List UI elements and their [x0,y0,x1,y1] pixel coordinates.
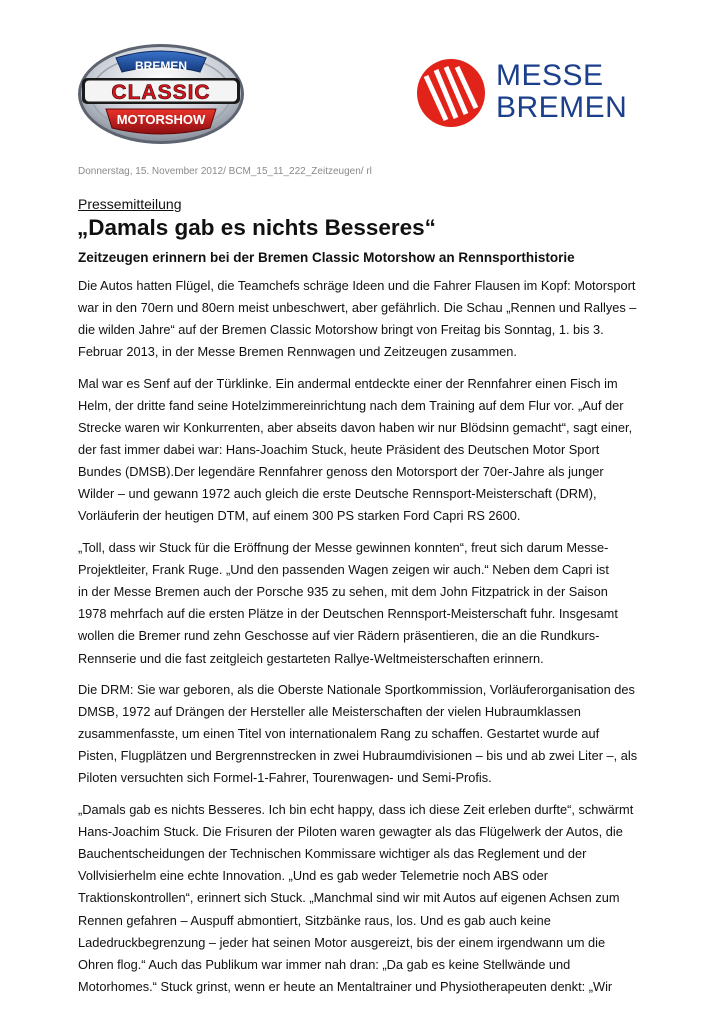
text-line: „Toll, dass wir Stuck für die Eröffnung der Messe gewinnen konnten“, freut sich darum Messe- [78,540,609,556]
text-line: Helm, der dritte fand seine Hotelzimmereinrichtung nach dem Training auf dem Flur vor. „Auf der [78,397,624,413]
text-line: Mal war es Senf auf der Türklinke. Ein andermal entdeckte einer der Rennfahrer einen Fisch im [78,375,618,391]
text-line: Pisten, Flugplätzen und Bergrennstrecken in zwei Hubraumdivisionen – bis und ab zwei Liter –, als [78,748,638,764]
text-line: Ohren flog.“ Auch das Publikum war immer nah dran: „Da gab es keine Stellwände und [78,956,571,972]
paragraph-4 [78,679,644,789]
classic-motorshow-emblem [76,42,246,146]
text-line: 1978 mehrfach auf die ersten Plätze in der Deutschen Rennsport-Meisterschaft fuhr. Insgesamt [78,606,618,622]
text-line: die wilden Jahre“ auf der Bremen Classic Motorshow bringt von Freitag bis Sonntag, 1. bis 3. [78,322,604,338]
logo-text-motorshow: MOTORSHOW [116,112,206,127]
text-line: Die DRM: Sie war geboren, als die Oberste Nationale Sportkommission, Vorläuferorganisation des [78,682,635,698]
text-line: Projektleiter, Frank Ruge. „Und den passenden Wagen zeigen wir auch.“ Neben dem Capri ist [78,562,609,578]
logo-text-bremen: BREMEN [134,59,188,73]
text-line: Piloten versuchten sich Formel-1-Fahrer, Tourenwagen- und Semi-Profis. [78,770,492,786]
text-line: Hans-Joachim Stuck. Die Frisuren der Piloten waren gewagter als das Flügelwerk der Autos, die [78,824,623,840]
text-line: Februar 2013, in der Messe Bremen Rennwagen und Zeitzeugen zusammen. [78,344,517,360]
messe-bremen-emblem [416,58,488,128]
text-line: wollen die Bremer rund zehn Geschosse auf vier Rädern präsentieren, die an die Rundkurs- [78,628,600,644]
paragraph-1 [78,275,644,363]
text-line: Wilder – und gewann 1972 auch gleich die erste Deutsche Rennsport-Meisterschaft (DRM), [78,486,597,502]
press-release-label: Pressemitteilung [78,196,182,212]
messe-bremen-line1: MESSE [496,59,604,92]
text-line: Bundes (DMSB).Der legendäre Rennfahrer genoss den Motorsport der 70er-Jahre als junger [78,464,604,480]
bremen-classic-motorshow-logo [76,42,246,146]
text-line: Ladedruckbegrenzung – jeder hat seinen Motor ausgereizt, bis der einem irgendwann um die [78,934,606,950]
messe-bremen-logo [416,58,628,128]
text-line: DMSB, 1972 auf Drängen der Hersteller alle Meisterschaften der vielen Hubraumklassen [78,704,581,720]
article-body [78,275,644,1007]
text-line: Vorläuferin der heutigen DTM, auf einem 300 PS starken Ford Capri RS 2600. [78,508,521,524]
text-line: Strecke waren wir Konkurrenten, aber abseits davon haben wir nur Blödsinn gemacht“, sagt einer, [78,420,633,436]
text-line: Rennserie und die fast zeitgleich gestarteten Rallye-Weltmeisterschaften erinnern. [78,650,544,666]
text-line: Vollvisierhelm eine echte Innovation. „Und es gab weder Telemetrie noch ABS oder [78,868,548,884]
paragraph-5 [78,799,644,998]
logo-text-classic: CLASSIC [111,81,211,104]
text-line: zusammenfasste, um einen Titel von internationalem Rang zu schaffen. Gestartet wurde auf [78,726,600,742]
text-line: in der Messe Bremen auch der Porsche 935 zu sehen, mit dem John Fitzpatrick in der Saison [78,584,608,600]
text-line: Bauchentscheidungen der Technischen Kommissare wichtiger als das Reglement und der [78,846,587,862]
text-line: war in den 70ern und 80ern meist unbeschwert, aber gefährlich. Die Schau „Rennen und Rallyes – [78,300,637,316]
paragraph-3 [78,537,644,670]
subheadline: Zeitzeugen erinnern bei der Bremen Classic Motorshow an Rennsporthistorie [78,250,575,265]
text-line: Die Autos hatten Flügel, die Teamchefs schräge Ideen und die Fahrer Flausen im Kopf: Motorsport [78,278,636,293]
text-line: Motorhomes.“ Stuck grinst, wenn er heute an Mentaltrainer und Physiotherapeuten denkt: „Wir [78,978,613,994]
paragraph-2 [78,373,644,528]
text-line: Traktionskontrollen“, erinnert sich Stuck. „Manchmal sind wir mit Autos auf eigenen Achsen zum [78,890,620,906]
text-line: „Damals gab es nichts Besseres. Ich bin echt happy, dass ich diese Zeit erleben durfte“, schwärmt [78,802,634,818]
text-line: Rennen gefahren – Auspuff abmontiert, Sitzbänke raus, los. Und es gab auch keine [78,912,551,928]
text-line: der fast immer dabei war: Hans-Joachim Stuck, heute Präsident des Deutschen Motor Sport [78,442,600,458]
messe-bremen-line2: BREMEN [496,91,628,124]
headline: „Damals gab es nichts Besseres“ [77,215,436,240]
document-meta-line: Donnerstag, 15. November 2012/ BCM_15_11_222_Zeitzeugen/ rl [78,166,372,177]
